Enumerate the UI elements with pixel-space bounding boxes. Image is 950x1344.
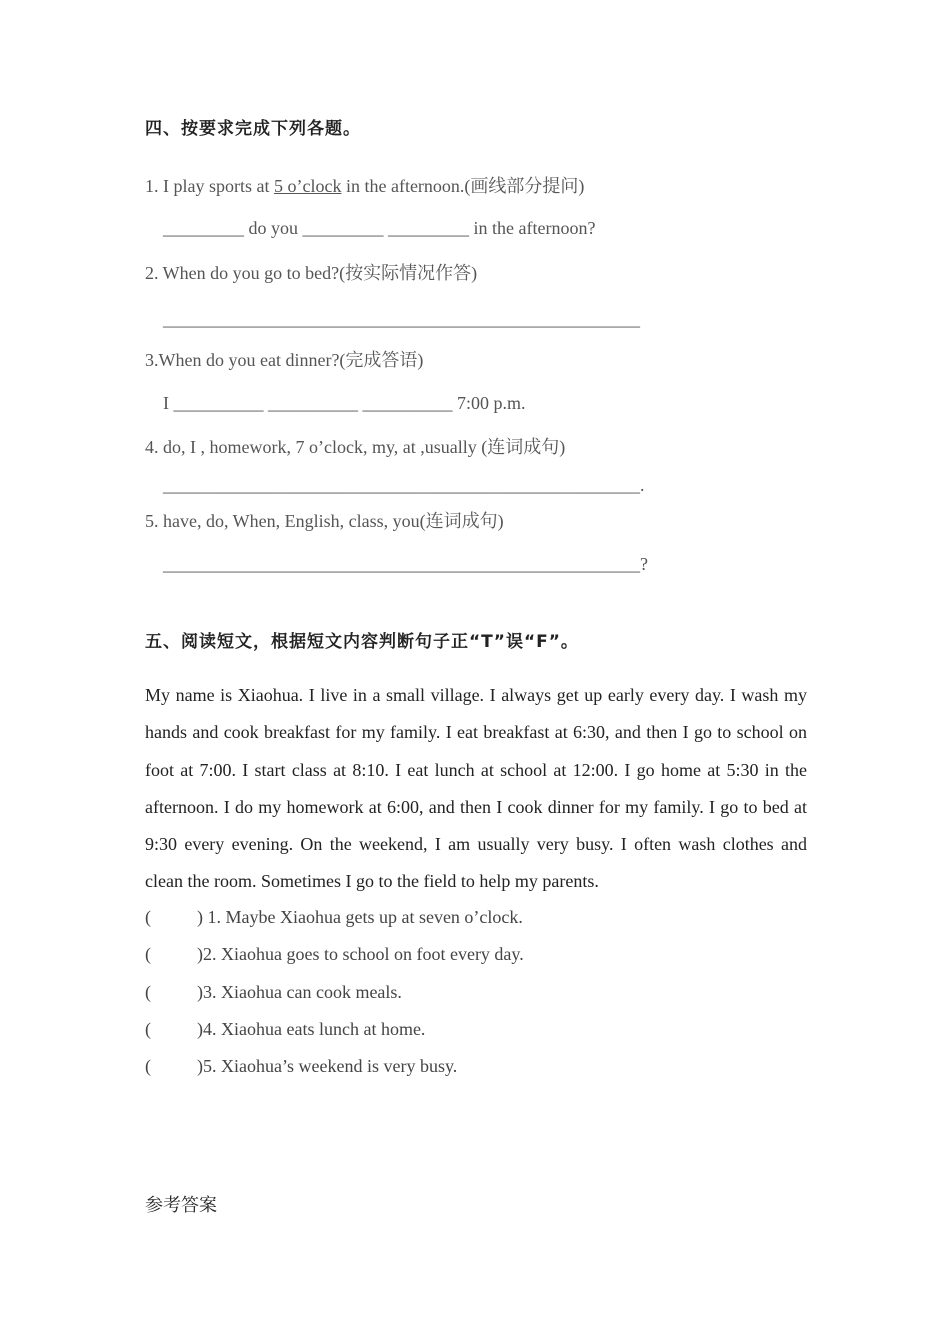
statement-5-open: ( bbox=[145, 1056, 151, 1076]
statement-4-text: 4. Xiaohua eats lunch at home. bbox=[203, 1019, 426, 1039]
question-5: 5. have, do, When, English, class, you(连词成句) bbox=[145, 511, 504, 531]
statement-1 bbox=[145, 906, 523, 928]
statement-1-open: ( bbox=[145, 907, 151, 927]
statement-2-close: ) bbox=[197, 944, 203, 964]
statement-5-close: ) bbox=[197, 1056, 203, 1076]
statement-5 bbox=[145, 1055, 457, 1077]
statement-2-text: 2. Xiaohua goes to school on foot every day. bbox=[203, 944, 524, 964]
question-1-underlined: 5 o’clock bbox=[273, 176, 342, 196]
question-3-answer-line: I __________ __________ __________ 7:00 p.m. bbox=[163, 393, 526, 413]
section4-heading: 四、按要求完成下列各题。 bbox=[145, 119, 361, 139]
question-4-answer-line: _____________________________________________________. bbox=[163, 475, 645, 495]
statement-3 bbox=[145, 981, 402, 1003]
statement-4-open: ( bbox=[145, 1019, 151, 1039]
statement-5-text: 5. Xiaohua’s weekend is very busy. bbox=[203, 1056, 458, 1076]
question-4: 4. do, I , homework, 7 o’clock, my, at ,usually (连词成句) bbox=[145, 437, 566, 457]
question-2-answer-line: _____________________________________________________ bbox=[163, 309, 640, 329]
question-1 bbox=[145, 175, 584, 197]
question-1-answer-line: _________ do you _________ _________ in the afternoon? bbox=[163, 218, 596, 238]
statement-2-open: ( bbox=[145, 944, 151, 964]
statement-3-text: 3. Xiaohua can cook meals. bbox=[203, 982, 402, 1002]
reading-passage: My name is Xiaohua. I live in a small village. I always get up early every day. I wash my hands and cook breakfast for my family. I eat breakfast at 6:30, and then I go to school on foot at 7:00. I start class at 8:10. I eat lunch at school at 12:00. I go home at 5:30 in the afternoon. I do my homework at 6:00, and then I cook dinner for my family. I go to bed at 9:30 every evening. On the weekend, I am usually very busy. I often wash clothes and clean the room. Sometimes I go to the field to help my parents. bbox=[145, 685, 807, 892]
statement-3-close: ) bbox=[197, 982, 203, 1002]
statement-2 bbox=[145, 943, 524, 965]
answer-key-title: 参考答案 bbox=[145, 1195, 217, 1216]
question-1-prefix: 1. I play sports at bbox=[145, 176, 274, 196]
statement-3-open: ( bbox=[145, 982, 151, 1002]
question-5-answer-line: _____________________________________________________? bbox=[163, 554, 648, 574]
statement-4 bbox=[145, 1018, 425, 1040]
section5-heading: 五、阅读短文，根据短文内容判断句子正“T”误“F”。 bbox=[145, 632, 579, 652]
question-2: 2. When do you go to bed?(按实际情况作答) bbox=[145, 263, 478, 283]
statement-1-close: ) bbox=[197, 907, 203, 927]
question-3: 3.When do you eat dinner?(完成答语) bbox=[145, 350, 424, 370]
question-1-suffix: in the afternoon.(画线部分提问) bbox=[341, 176, 585, 196]
statement-4-close: ) bbox=[197, 1019, 203, 1039]
statement-1-text: 1. Maybe Xiaohua gets up at seven o’clock. bbox=[203, 907, 523, 927]
